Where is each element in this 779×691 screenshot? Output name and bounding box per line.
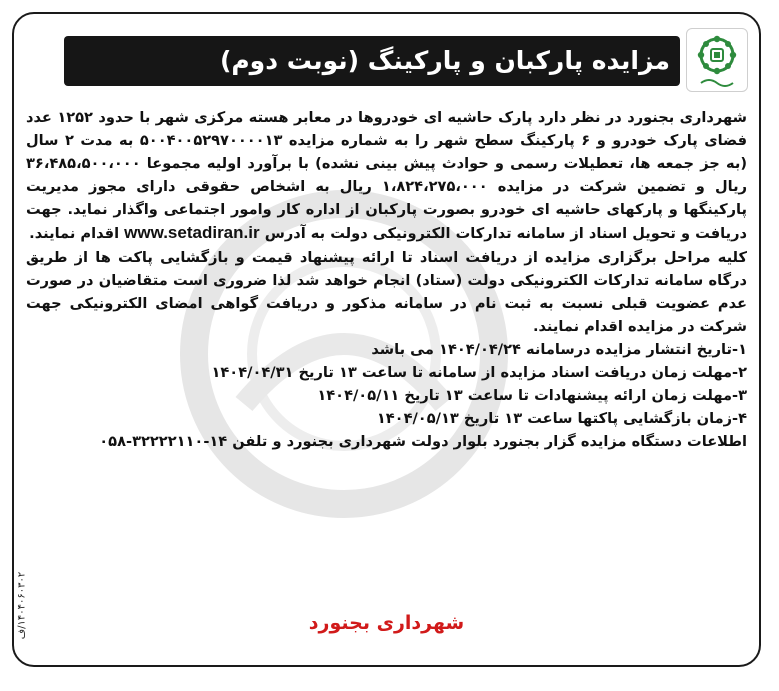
list-item: ۴-زمان بازگشایی پاکتها ساعت ۱۳ تاریخ ۱۴۰۴/۰۵/۱۳ bbox=[376, 410, 747, 428]
body-paragraph-1 bbox=[26, 106, 747, 246]
municipality-logo-icon bbox=[686, 28, 748, 92]
website-link[interactable]: www.setadiran.ir bbox=[124, 223, 260, 243]
ad-frame bbox=[12, 12, 761, 667]
list-item: ۲-مهلت زمان دریافت اسناد مزایده از سامانه تا ساعت ۱۳ تاریخ ۱۴۰۴/۰۴/۳۱ bbox=[211, 364, 747, 382]
signature: شهرداری بجنورد bbox=[308, 612, 465, 634]
logo-emblem-icon bbox=[687, 29, 747, 91]
list-item: ۳-مهلت زمان ارائه پیشنهادات تا ساعت ۱۳ تاریخ ۱۴۰۴/۰۵/۱۱ bbox=[317, 387, 747, 405]
announcement-body bbox=[26, 106, 747, 453]
list-item: ۱-تاریخ انتشار مزایده درسامانه ۱۴۰۴/۰۴/۲۴ می باشد bbox=[371, 340, 747, 358]
paragraph-1-end: اقدام نمایند. bbox=[29, 225, 120, 243]
paragraph-1-text: شهرداری بجنورد در نظر دارد پارک حاشیه ای خودروها در معابر هسته مرکزی شهر با حدود ۱۲۵۲ عدد فضای پارک خودرو و ۶ پارکینگ سطح شهر را به شماره مزایده ۵۰۰۴۰۰۵۲۹۷۰۰۰۰۱۳ به مدت ۲ سال (به جز جمعه ها، تعطیلات رسمی و حوادث پیش بینی نشده) با برآورد اولیه مجموعا ۳۶،۴۸۵،۵۰۰،۰۰۰ ریال و تضمین شرکت در مزایده ۱،۸۲۴،۲۷۵،۰۰۰ ریال به اشخاص حقوقی دارای مجوز مدیریت پارکینگها و پارکهای حاشیه ای خودرو بصورت پارکبان از اداره کار وامور اجتماعی واگذار نماید. جهت دریافت و تحویل اسناد از سامانه تدارکات الکترونیکی دولت به آدرس bbox=[26, 109, 747, 243]
header bbox=[26, 28, 748, 94]
side-code bbox=[14, 534, 26, 667]
side-code-text: ۱۴۰۴۰۶۰۳۰۲/ف bbox=[16, 571, 28, 640]
announcement-title: مزایده پارکبان و پارکینگ (نوبت دوم) bbox=[64, 36, 680, 86]
contact-info: اطلاعات دستگاه مزایده گزار بجنورد بلوار دولت شهرداری بجنورد و تلفن ۱۴-۳۲۲۲۲۱۱۰-۰۵۸ bbox=[99, 433, 747, 451]
body-paragraph-2: کلیه مراحل برگزاری مزایده از دریافت اسناد تا ارائه پیشنهاد قیمت و بازگشایی پاکت ها از طریق درگاه سامانه تدارکات الکترونیکی دولت (ستاد) انجام خواهد شد لذا ضروری است متقاضیان در صورت عدم عضویت قبلی نسبت به ثبت نام در سامانه مذکور و دریافت گواهی امضای الکترونیکی جهت شرکت در مزایده اقدام نمایند. bbox=[26, 248, 747, 335]
